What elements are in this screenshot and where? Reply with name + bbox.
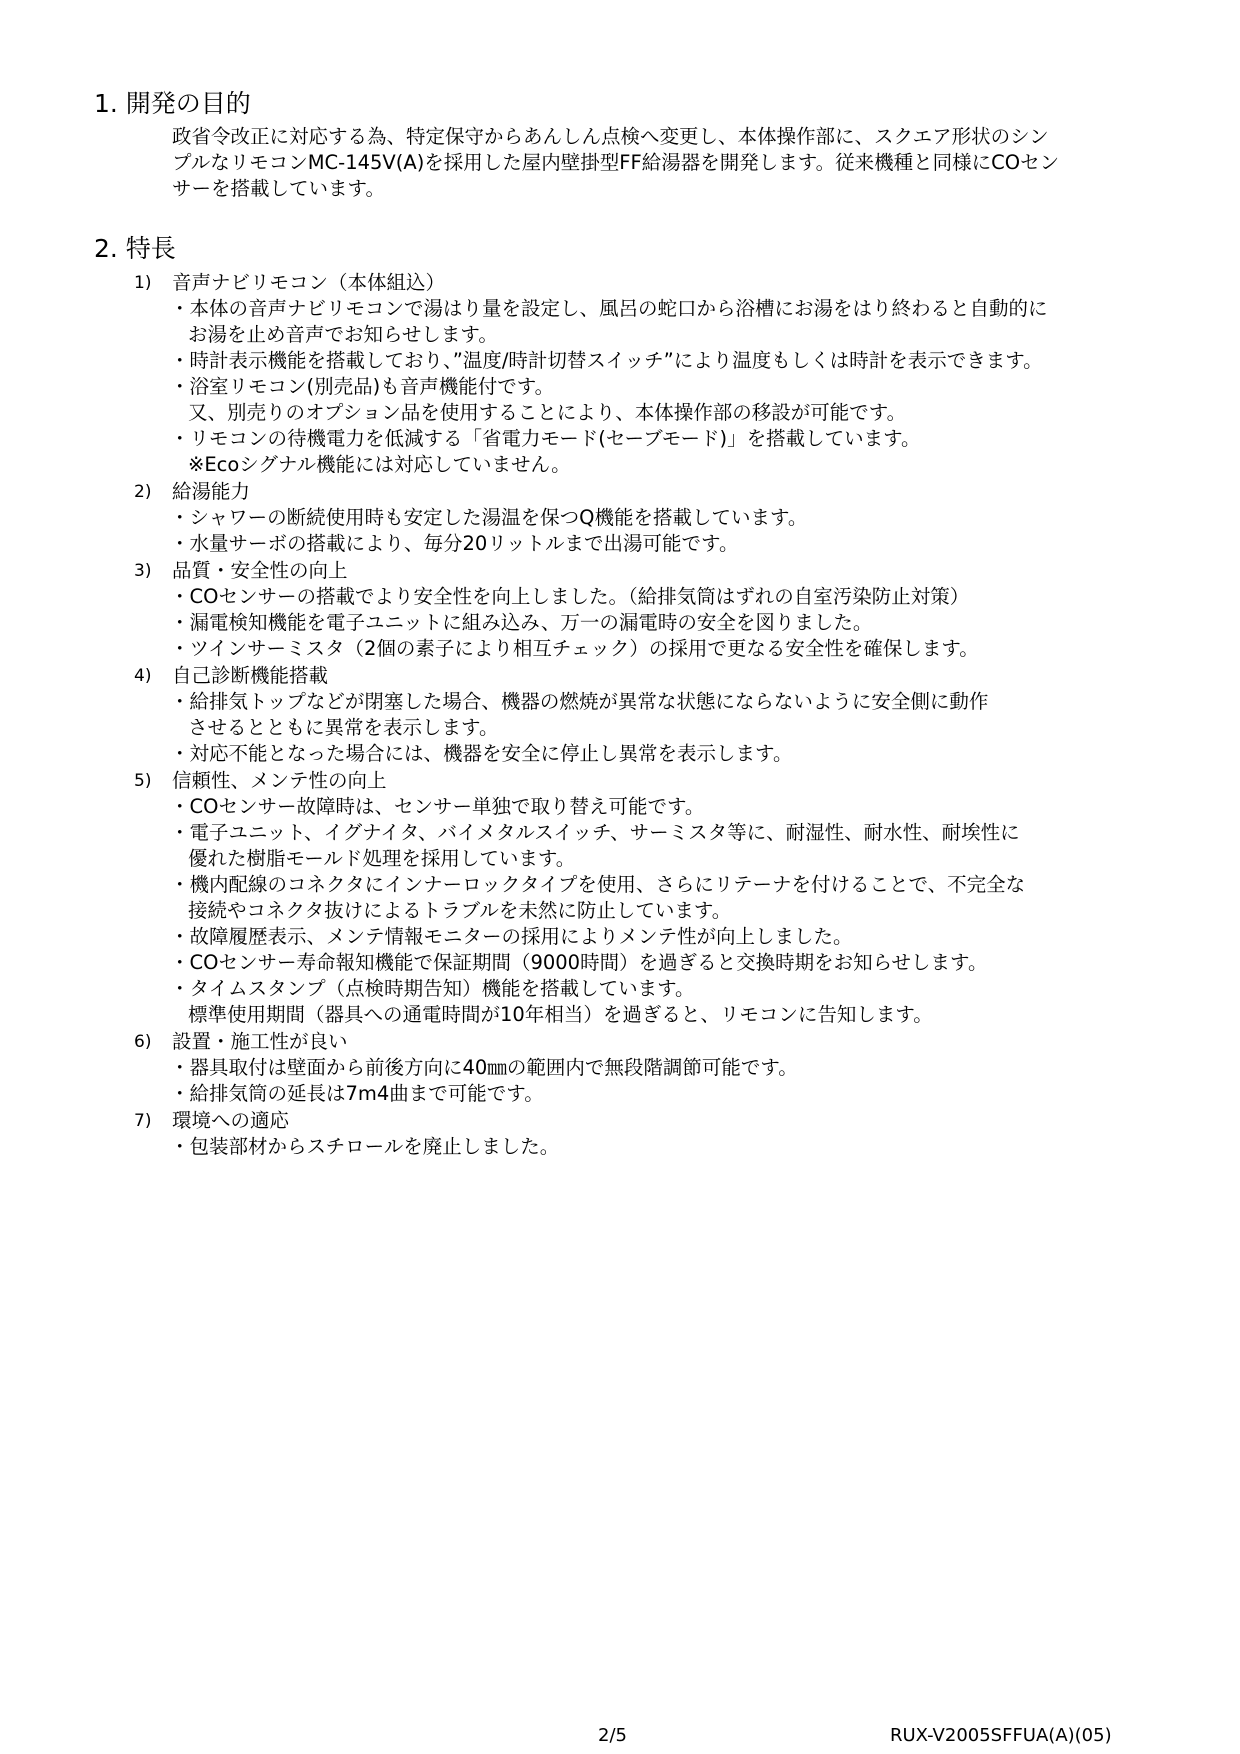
item-line: ・浴室リモコン(別売品)も音声機能付です。 [170, 375, 555, 398]
item-number: 5) [134, 771, 152, 791]
page-number: 2/5 [598, 1725, 627, 1746]
item-title: 環境への適応 [172, 1109, 290, 1132]
item-number: 4) [134, 666, 152, 686]
item-line: ・故障履歴表示、メンテ情報モニターの採用によりメンテ性が向上しました。 [170, 925, 853, 948]
item-line: ・包装部材からスチロールを廃止しました。 [170, 1135, 560, 1158]
item-line: ・対応不能となった場合には、機器を安全に停止し異常を表示します。 [170, 742, 793, 765]
item-line: お湯を止め音声でお知らせします。 [188, 323, 498, 346]
item-title: 設置・施工性が良い [172, 1030, 348, 1053]
item-line: ・機内配線のコネクタにインナーロックタイプを使用、さらにリテーナを付けることで、不完全な [170, 873, 1026, 896]
item-title: 品質・安全性の向上 [172, 559, 348, 582]
item-line: ・リモコンの待機電力を低減する「省電力モード(セーブモード)」を搭載しています。 [170, 427, 921, 450]
item-line: ・電子ユニット、イグナイタ、バイメタルスイッチ、サーミスタ等に、耐湿性、耐水性、耐埃性に [170, 821, 1020, 844]
item-line: ・タイムスタンプ（点検時期告知）機能を搭載しています。 [170, 977, 695, 1000]
item-line: ・COセンサー寿命報知機能で保証期間（9000時間）を過ぎると交換時期をお知らせします。 [170, 951, 988, 974]
item-number: 2) [134, 482, 152, 502]
item-number: 7) [134, 1111, 152, 1131]
item-line: ・COセンサー故障時は、センサー単独で取り替え可能です。 [170, 795, 705, 818]
section-1-line: サーを搭載しています。 [172, 177, 385, 200]
item-line: 又、別売りのオプション品を使用することにより、本体操作部の移設が可能です。 [188, 401, 907, 424]
item-line: ・本体の音声ナビリモコンで湯はり量を設定し、風呂の蛇口から浴槽にお湯をはり終わると自動的に [170, 297, 1048, 320]
item-line: ・給排気トップなどが閉塞した場合、機器の燃焼が異常な状態にならないように安全側に動作 [170, 690, 989, 713]
item-line: ・ツインサーミスタ（2個の素子により相互チェック）の採用で更なる安全性を確保します。 [170, 637, 979, 660]
item-title: 自己診断機能搭載 [172, 664, 329, 687]
document-id: RUX-V2005SFFUA(A)(05) [890, 1725, 1112, 1746]
item-line: ・漏電検知機能を電子ユニットに組み込み、万一の漏電時の安全を図りました。 [170, 611, 873, 634]
item-line: ・給排気筒の延長は7m4曲まで可能です。 [170, 1082, 544, 1105]
item-line: ・時計表示機能を搭載しており、”温度/時計切替スイッチ”により温度もしくは時計を表示できます。 [170, 349, 1043, 372]
section-1-line: 政省令改正に対応する為、特定保守からあんしん点検へ変更し、本体操作部に、スクエア形状のシン [172, 125, 1049, 148]
item-line: させるとともに異常を表示します。 [188, 716, 499, 739]
item-number: 6) [134, 1032, 152, 1052]
item-line: ・COセンサーの搭載でより安全性を向上しました。（給排気筒はずれの自室汚染防止対策） [170, 585, 970, 608]
item-line: 優れた樹脂モールド処理を採用しています。 [188, 847, 576, 870]
item-line: 接続やコネクタ抜けによるトラブルを未然に防止しています。 [188, 899, 732, 922]
item-line: ※Ecoシグナル機能には対応していません。 [188, 453, 571, 476]
item-title: 音声ナビリモコン（本体組込） [172, 271, 446, 294]
section-1-heading: 1. 開発の目的 [94, 89, 251, 118]
section-2-heading: 2. 特長 [94, 234, 176, 263]
item-line: ・器具取付は壁面から前後方向に40㎜の範囲内で無段階調節可能です。 [170, 1056, 798, 1079]
item-line: 標準使用期間（器具への通電時間が10年相当）を過ぎると、リモコンに告知します。 [188, 1003, 933, 1026]
item-number: 1) [134, 273, 152, 293]
section-1-line: プルなリモコンMC-145V(A)を採用した屋内壁掛型FF給湯器を開発します。従来機種と同様にCOセン [172, 151, 1060, 174]
item-title: 信頼性、メンテ性の向上 [172, 769, 387, 792]
item-line: ・水量サーボの搭載により、毎分20リットルまで出湯可能です。 [170, 532, 739, 555]
item-line: ・シャワーの断続使用時も安定した湯温を保つQ機能を搭載しています。 [170, 506, 808, 529]
item-title: 給湯能力 [172, 480, 251, 503]
item-number: 3) [134, 561, 152, 581]
